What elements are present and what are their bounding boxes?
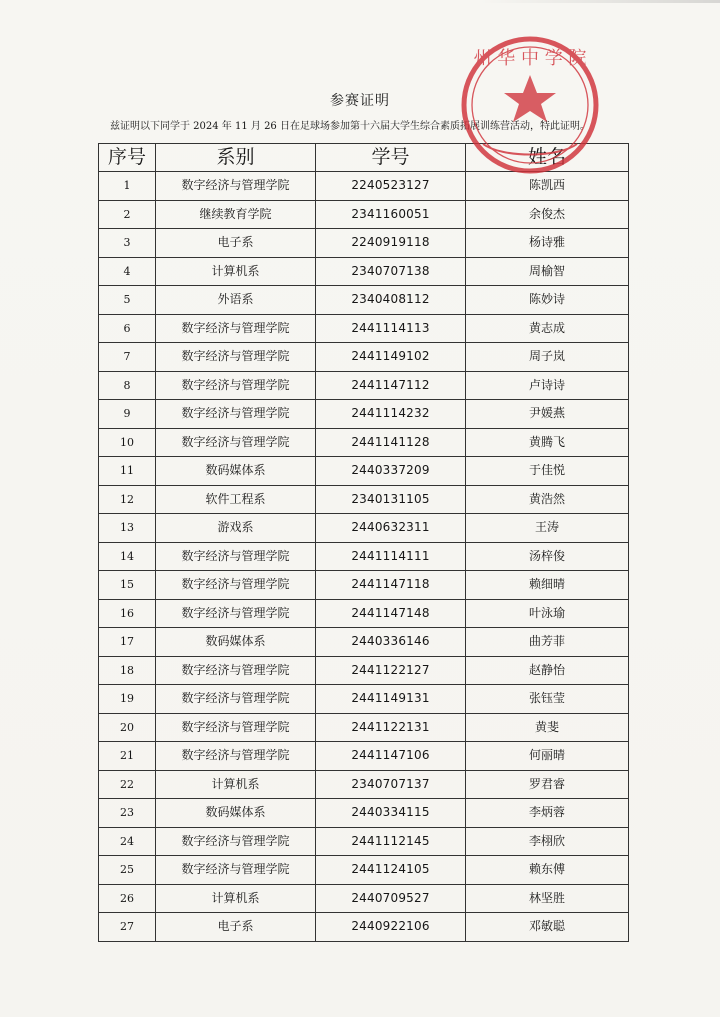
row-department: 计算机系 (156, 257, 316, 286)
row-name: 李栩欣 (466, 827, 629, 856)
row-department: 数字经济与管理学院 (156, 428, 316, 457)
row-name: 陈妙诗 (466, 286, 629, 315)
official-seal (455, 30, 605, 180)
row-department: 继续教育学院 (156, 200, 316, 229)
table-row (99, 799, 629, 828)
row-department: 数字经济与管理学院 (156, 856, 316, 885)
row-student-id: 2340408112 (316, 286, 466, 315)
row-student-id: 2441149102 (316, 343, 466, 372)
row-index: 16 (99, 599, 156, 628)
row-department: 数字经济与管理学院 (156, 542, 316, 571)
row-department: 数字经济与管理学院 (156, 713, 316, 742)
row-name: 赖东傅 (466, 856, 629, 885)
table-row (99, 742, 629, 771)
row-department: 外语系 (156, 286, 316, 315)
row-student-id: 2440334115 (316, 799, 466, 828)
row-name: 黄浩然 (466, 485, 629, 514)
row-name: 于佳悦 (466, 457, 629, 486)
row-index: 6 (99, 314, 156, 343)
table-row (99, 856, 629, 885)
row-index: 17 (99, 628, 156, 657)
row-student-id: 2341160051 (316, 200, 466, 229)
table-row (99, 571, 629, 600)
header-name: 姓名 (466, 144, 629, 172)
table-row (99, 286, 629, 315)
row-name: 周榆智 (466, 257, 629, 286)
row-department: 数字经济与管理学院 (156, 571, 316, 600)
row-index: 5 (99, 286, 156, 315)
row-name: 尹媛燕 (466, 400, 629, 429)
table-row (99, 628, 629, 657)
table-body (99, 172, 629, 942)
row-student-id: 2441122127 (316, 656, 466, 685)
row-name: 李炳蓉 (466, 799, 629, 828)
page-edge-shadow (480, 0, 720, 3)
row-index: 19 (99, 685, 156, 714)
row-department: 数字经济与管理学院 (156, 400, 316, 429)
row-student-id: 2240523127 (316, 172, 466, 201)
row-student-id: 2441147118 (316, 571, 466, 600)
row-student-id: 2240919118 (316, 229, 466, 258)
row-name: 赖细晴 (466, 571, 629, 600)
row-student-id: 2441147112 (316, 371, 466, 400)
table-row (99, 685, 629, 714)
row-student-id: 2441114111 (316, 542, 466, 571)
row-name: 黄志成 (466, 314, 629, 343)
row-name: 叶泳瑜 (466, 599, 629, 628)
row-student-id: 2340707137 (316, 770, 466, 799)
table-row (99, 371, 629, 400)
table-row (99, 200, 629, 229)
row-index: 18 (99, 656, 156, 685)
row-name: 余俊杰 (466, 200, 629, 229)
row-index: 2 (99, 200, 156, 229)
row-name: 黄斐 (466, 713, 629, 742)
row-index: 1 (99, 172, 156, 201)
table-row (99, 400, 629, 429)
row-index: 24 (99, 827, 156, 856)
row-student-id: 2441147148 (316, 599, 466, 628)
row-department: 数字经济与管理学院 (156, 827, 316, 856)
row-index: 25 (99, 856, 156, 885)
table-row (99, 343, 629, 372)
row-index: 12 (99, 485, 156, 514)
row-index: 13 (99, 514, 156, 543)
row-student-id: 2440709527 (316, 884, 466, 913)
row-index: 4 (99, 257, 156, 286)
row-student-id: 2440632311 (316, 514, 466, 543)
table-row (99, 827, 629, 856)
table-row (99, 457, 629, 486)
header-index: 序号 (99, 144, 156, 172)
row-name: 杨诗雅 (466, 229, 629, 258)
svg-text:州 华 中 学 院: 州 华 中 学 院 (473, 48, 587, 69)
row-student-id: 2441122131 (316, 713, 466, 742)
header-department: 系别 (156, 144, 316, 172)
row-department: 数码媒体系 (156, 799, 316, 828)
row-name: 卢诗诗 (466, 371, 629, 400)
row-name: 周子岚 (466, 343, 629, 372)
row-name: 曲芳菲 (466, 628, 629, 657)
row-department: 计算机系 (156, 884, 316, 913)
row-name: 汤梓俊 (466, 542, 629, 571)
certificate-statement: 兹证明以下同学于 2024 年 11 月 26 日在足球场参加第十六届大学生综合素质拓展训练营活动，特此证明。 (110, 121, 590, 132)
table-row (99, 656, 629, 685)
row-index: 3 (99, 229, 156, 258)
row-index: 15 (99, 571, 156, 600)
row-index: 23 (99, 799, 156, 828)
row-department: 游戏系 (156, 514, 316, 543)
row-name: 林坚胜 (466, 884, 629, 913)
row-department: 数字经济与管理学院 (156, 343, 316, 372)
table-row (99, 713, 629, 742)
row-name: 黄腾飞 (466, 428, 629, 457)
row-department: 数字经济与管理学院 (156, 656, 316, 685)
row-index: 9 (99, 400, 156, 429)
row-department: 软件工程系 (156, 485, 316, 514)
row-student-id: 2441112145 (316, 827, 466, 856)
row-department: 数字经济与管理学院 (156, 685, 316, 714)
table-row (99, 229, 629, 258)
row-department: 数字经济与管理学院 (156, 314, 316, 343)
row-name: 何丽晴 (466, 742, 629, 771)
row-index: 7 (99, 343, 156, 372)
row-student-id: 2441124105 (316, 856, 466, 885)
table-row (99, 485, 629, 514)
table-row (99, 428, 629, 457)
row-index: 14 (99, 542, 156, 571)
row-student-id: 2441149131 (316, 685, 466, 714)
row-department: 数码媒体系 (156, 457, 316, 486)
row-index: 26 (99, 884, 156, 913)
row-name: 陈凯西 (466, 172, 629, 201)
row-name: 赵静怡 (466, 656, 629, 685)
row-index: 22 (99, 770, 156, 799)
row-index: 27 (99, 913, 156, 942)
row-student-id: 2340131105 (316, 485, 466, 514)
row-student-id: 2441114232 (316, 400, 466, 429)
row-department: 电子系 (156, 913, 316, 942)
table-row (99, 884, 629, 913)
table-row (99, 913, 629, 942)
header-student-id: 学号 (316, 144, 466, 172)
row-department: 数字经济与管理学院 (156, 172, 316, 201)
row-student-id: 2440337209 (316, 457, 466, 486)
row-student-id: 2441147106 (316, 742, 466, 771)
row-name: 王涛 (466, 514, 629, 543)
row-department: 数字经济与管理学院 (156, 599, 316, 628)
table-row (99, 257, 629, 286)
row-index: 11 (99, 457, 156, 486)
row-student-id: 2440922106 (316, 913, 466, 942)
table-row (99, 599, 629, 628)
row-student-id: 2340707138 (316, 257, 466, 286)
row-name: 邓敏聪 (466, 913, 629, 942)
row-index: 21 (99, 742, 156, 771)
row-department: 数字经济与管理学院 (156, 371, 316, 400)
participant-table (98, 143, 629, 942)
row-name: 张钰莹 (466, 685, 629, 714)
row-department: 数码媒体系 (156, 628, 316, 657)
row-index: 10 (99, 428, 156, 457)
row-student-id: 2440336146 (316, 628, 466, 657)
row-department: 计算机系 (156, 770, 316, 799)
document-title: 参赛证明 (330, 93, 390, 109)
table-row (99, 770, 629, 799)
row-index: 8 (99, 371, 156, 400)
row-department: 电子系 (156, 229, 316, 258)
table-row (99, 514, 629, 543)
row-department: 数字经济与管理学院 (156, 742, 316, 771)
row-name: 罗君睿 (466, 770, 629, 799)
table-row (99, 314, 629, 343)
table-row (99, 542, 629, 571)
row-index: 20 (99, 713, 156, 742)
row-student-id: 2441114113 (316, 314, 466, 343)
row-student-id: 2441141128 (316, 428, 466, 457)
